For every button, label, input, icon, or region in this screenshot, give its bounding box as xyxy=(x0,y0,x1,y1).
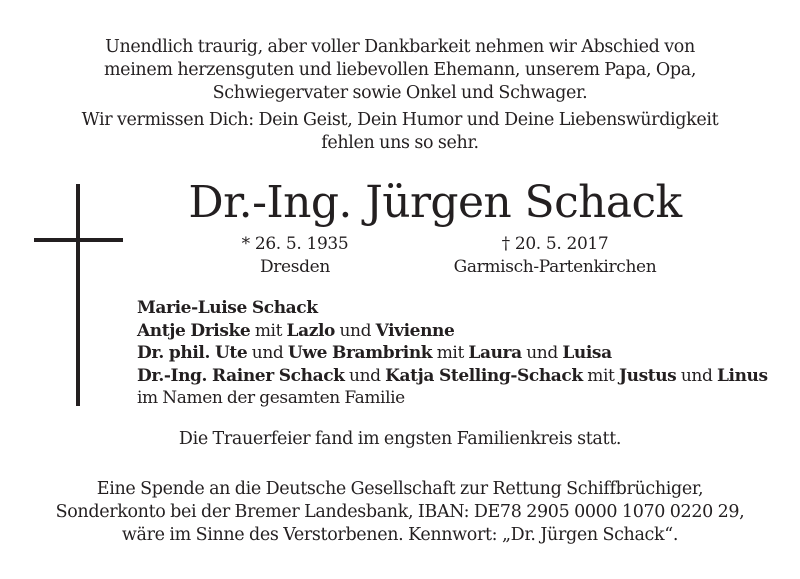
birth-date: * 26. 5. 1935 xyxy=(241,234,349,254)
death-date: † 20. 5. 2017 xyxy=(501,234,609,254)
mourner-child: Lazlo xyxy=(286,320,335,341)
mourner-child: Vivienne xyxy=(375,320,455,341)
intro-line: meinem herzensguten und liebevollen Ehemann, unserem Papa, Opa, xyxy=(103,60,697,80)
donation-line: Eine Spende an die Deutsche Gesellschaft zur Rettung Schiffbrüchiger, xyxy=(96,479,704,499)
mourner-row xyxy=(137,297,768,320)
deceased-name: Dr.-Ing. Jürgen Schack xyxy=(188,177,682,228)
donation-line: wäre im Sinne des Verstorbenen. Kennwort: „Dr. Jürgen Schack“. xyxy=(121,525,679,545)
miss-text xyxy=(0,109,800,155)
cross-icon-bar xyxy=(34,238,123,242)
intro-line: Schwiegervater sowie Onkel und Schwager. xyxy=(212,83,588,103)
miss-line: Wir vermissen Dich: Dein Geist, Dein Humor und Deine Liebenswürdigkeit xyxy=(81,110,719,130)
connector: und xyxy=(339,320,372,341)
death-info xyxy=(420,233,690,279)
connector: mit xyxy=(587,365,615,386)
funeral-text xyxy=(0,428,800,451)
mourner-row xyxy=(137,387,768,410)
donation-text xyxy=(0,478,800,547)
cross-icon xyxy=(76,184,80,406)
mourner-name: Marie-Luise Schack xyxy=(137,298,318,318)
donation-line: Sonderkonto bei der Bremer Landesbank, IBAN: DE78 2905 0000 1070 0220 29, xyxy=(55,502,745,522)
mourner-row xyxy=(137,365,768,388)
mourner-child: Laura xyxy=(468,343,522,363)
intro-line: Unendlich traurig, aber voller Dankbarkeit nehmen wir Abschied von xyxy=(105,37,695,57)
connector: und xyxy=(680,365,713,386)
mourner-partner: Uwe Brambrink xyxy=(287,343,433,363)
birth-place: Dresden xyxy=(260,257,330,277)
mourner-child: Justus xyxy=(618,365,677,386)
funeral-line: Die Trauerfeier fand im engsten Familienkreis statt. xyxy=(178,429,622,449)
mourner-partner: Katja Stelling-Schack xyxy=(385,365,583,386)
mourner-name: Dr. phil. Ute xyxy=(137,343,248,363)
family-note: im Namen der gesamten Familie xyxy=(137,388,405,408)
connector: und xyxy=(349,365,381,386)
mourner-name: Antje Driske xyxy=(137,320,251,341)
mourners-list xyxy=(137,297,768,410)
connector: und xyxy=(526,343,558,363)
intro-text xyxy=(0,36,800,105)
miss-line: fehlen uns so sehr. xyxy=(321,133,479,153)
connector: mit xyxy=(254,320,283,341)
mourner-child: Linus xyxy=(716,365,768,386)
death-place: Garmisch-Partenkirchen xyxy=(453,257,657,277)
mourner-row xyxy=(137,320,768,343)
mourner-name: Dr.-Ing. Rainer Schack xyxy=(137,365,345,386)
birth-info xyxy=(200,233,390,279)
mourner-child: Luisa xyxy=(562,343,612,363)
mourner-row xyxy=(137,342,768,365)
connector: und xyxy=(251,343,284,363)
connector: mit xyxy=(436,343,464,363)
